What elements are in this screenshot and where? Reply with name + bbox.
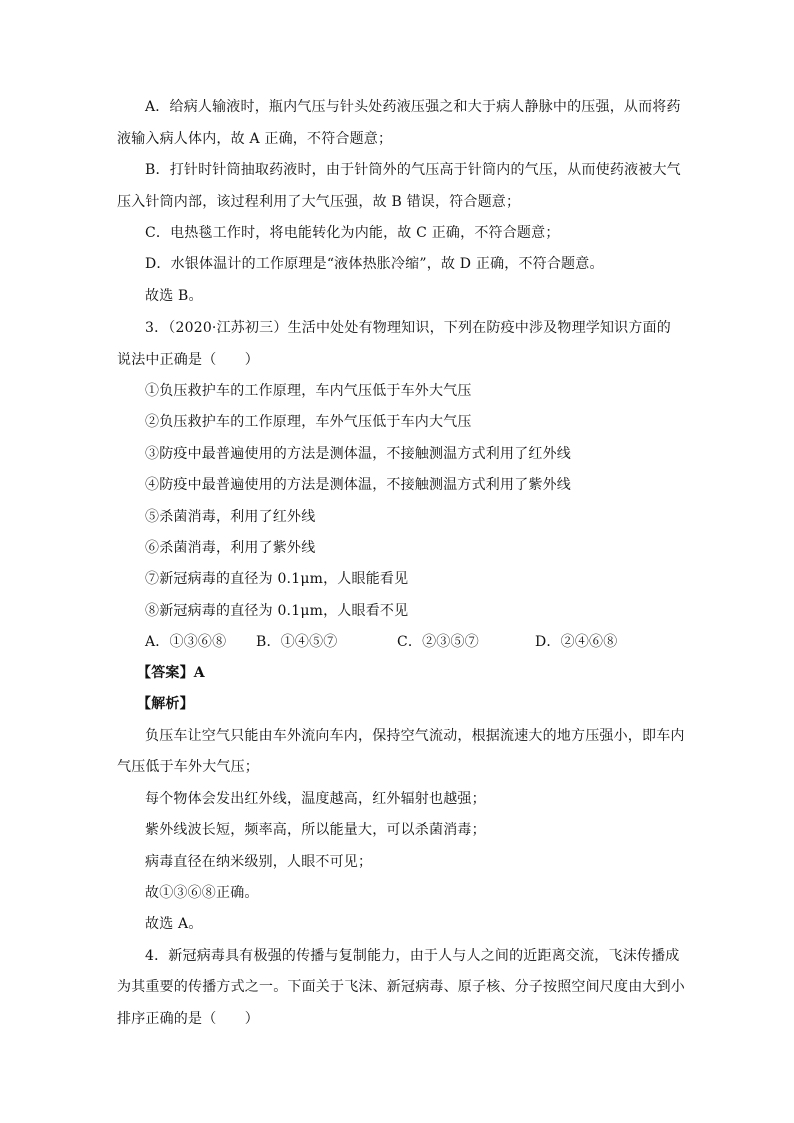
question3-option-b: B．①④⑤⑦ <box>256 634 338 650</box>
question3-statement-4: ④防疫中最普遍使用的方法是测体温，不接触测温方式利用了紫外线 <box>145 477 571 493</box>
question3-option-a: A．①③⑥⑧ <box>145 634 227 650</box>
question3-option-d: D．②④⑥⑧ <box>535 634 618 650</box>
question3-statement-5: ⑤杀菌消毒，利用了红外线 <box>145 509 316 525</box>
question4-line1: 4．新冠病毒具有极强的传播与复制能力，由于人与人之间的近距离交流，飞沫传播成 <box>145 948 680 964</box>
analysis-line-1: 负压车让空气只能由车外流向车内，保持空气流动，根据流速大的地方压强小，即车内 <box>145 728 685 744</box>
option-d-explanation: D．水银体温计的工作原理是“液体热胀冷缩”，故 D 正确，不符合题意。 <box>145 256 604 272</box>
question3-option-c: C．②③⑤⑦ <box>397 634 479 650</box>
analysis-line-3: 每个物体会发出红外线，温度越高，红外辐射也越强； <box>145 791 486 807</box>
option-c-explanation: C．电热毯工作时，将电能转化为内能，故 C 正确，不符合题意； <box>145 225 560 241</box>
analysis-line-4: 紫外线波长短，频率高，所以能量大，可以杀菌消毒； <box>145 822 486 838</box>
previous-conclusion: 故选 B。 <box>145 288 203 304</box>
option-b-explanation-line2: 压入针筒内部，该过程利用了大气压强，故 B 错误，符合题意； <box>117 194 521 210</box>
option-b-explanation-line1: B．打针时针筒抽取药液时，由于针筒外的气压高于针筒内的气压，从而使药液被大气 <box>145 162 681 178</box>
analysis-line-7: 故选 A。 <box>145 916 203 932</box>
question3-statement-1: ①负压救护车的工作原理，车内气压低于车外大气压 <box>145 383 472 399</box>
option-a-explanation-line1: A．给病人输液时，瓶内气压与针头处药液压强之和大于病人静脉中的压强，从而将药 <box>145 99 681 115</box>
question3-statement-7: ⑦新冠病毒的直径为 0.1μm，人眼能看见 <box>145 571 409 587</box>
question3-statement-3: ③防疫中最普遍使用的方法是测体温，不接触测温方式利用了红外线 <box>145 446 571 462</box>
question3-statement-2: ②负压救护车的工作原理，车外气压低于车内大气压 <box>145 414 472 430</box>
option-a-explanation-line2: 液输入病人体内，故 A 正确，不符合题意； <box>117 131 393 147</box>
question3-statement-8: ⑧新冠病毒的直径为 0.1μm，人眼看不见 <box>145 603 409 619</box>
question3-analysis-label: 【解析】 <box>137 696 194 712</box>
analysis-line-2: 气压低于车外大气压； <box>117 759 259 775</box>
question4-line2: 为其重要的传播方式之一。下面关于飞沫、新冠病毒、原子核、分子按照空间尺度由大到小 <box>117 979 685 995</box>
question4-line3: 排序正确的是（ ） <box>117 1011 259 1027</box>
question3-answer-label: 【答案】A <box>137 665 205 681</box>
question3-stem-line2: 说法中正确是（ ） <box>117 352 259 368</box>
analysis-line-6: 故①③⑥⑧正确。 <box>145 885 259 901</box>
analysis-line-5: 病毒直径在纳米级别，人眼不可见； <box>145 854 373 870</box>
question3-stem-line1: 3．（2020·江苏初三）生活中处处有物理知识，下列在防疫中涉及物理学知识方面的 <box>145 320 671 336</box>
question3-statement-6: ⑥杀菌消毒，利用了紫外线 <box>145 540 316 556</box>
